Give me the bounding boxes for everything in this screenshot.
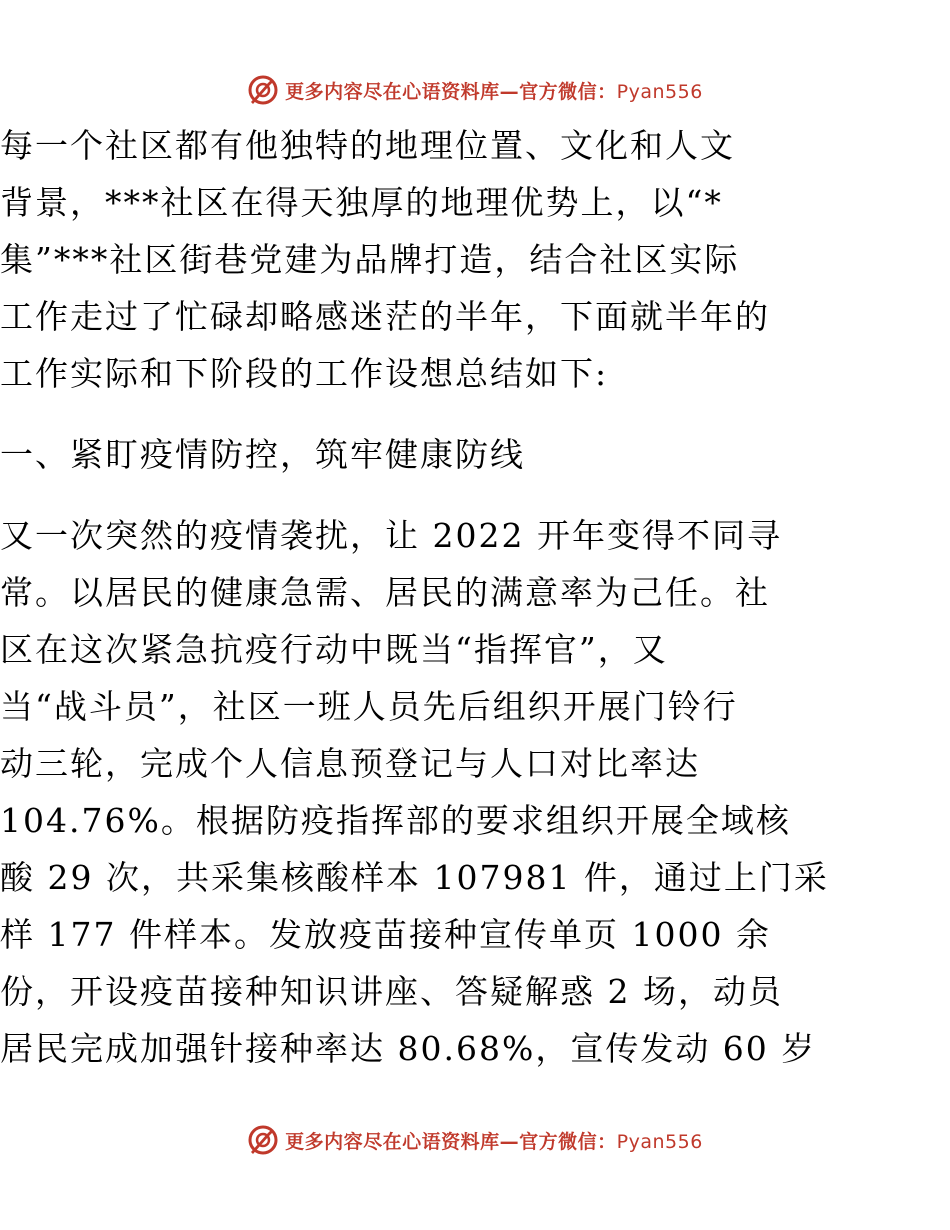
body-line: 工作走过了忙碌却略感迷茫的半年，下面就半年的: [0, 297, 770, 336]
body-line: 104.76%。根据防疫指挥部的要求组织开展全域核: [0, 801, 791, 840]
body-line: 又一次突然的疫情袭扰，让 2022 开年变得不同寻: [0, 516, 782, 555]
footer-watermark: [0, 1120, 950, 1160]
watermark-label: 更多内容尽在心语资料库—官方微信：: [285, 80, 617, 103]
watermark-text: [285, 1127, 703, 1154]
watermark-wechat-id: Pyan556: [616, 80, 703, 103]
body-line: 动三轮，完成个人信息预登记与人口对比率达: [0, 744, 700, 783]
watermark-wechat-id: Pyan556: [616, 1130, 703, 1153]
watermark-logo-icon: [247, 1124, 279, 1156]
body-line: 酸 29 次，共采集核酸样本 107981 件，通过上门采: [0, 858, 829, 897]
body-line: 工作实际和下阶段的工作设想总结如下:: [0, 354, 609, 393]
body-line: 每一个社区都有他独特的地理位置、文化和人文: [0, 126, 735, 165]
body-line: 集”***社区街巷党建为品牌打造，结合社区实际: [0, 240, 740, 279]
body-line: 居民完成加强针接种率达 80.68%，宣传发动 60 岁: [0, 1029, 817, 1068]
watermark-logo-icon: [247, 74, 279, 106]
body-line: 份，开设疫苗接种知识讲座、答疑解惑 2 场，动员: [0, 972, 783, 1011]
watermark-text: [285, 77, 703, 104]
body-line: 样 177 件样本。发放疫苗接种宣传单页 1000 余: [0, 915, 771, 954]
watermark-label: 更多内容尽在心语资料库—官方微信：: [285, 1130, 617, 1153]
section-heading: 一、紧盯疫情防控，筑牢健康防线: [0, 435, 525, 474]
body-line: 区在这次紧急抗疫行动中既当“指挥官”，又: [0, 630, 668, 669]
body-line: 背景，***社区在得天独厚的地理优势上，以“*: [0, 183, 723, 222]
header-watermark: [0, 70, 950, 110]
body-line: 常。以居民的健康急需、居民的满意率为己任。社: [0, 573, 770, 612]
body-line: 当“战斗员”，社区一班人员先后组织开展门铃行: [0, 687, 738, 726]
